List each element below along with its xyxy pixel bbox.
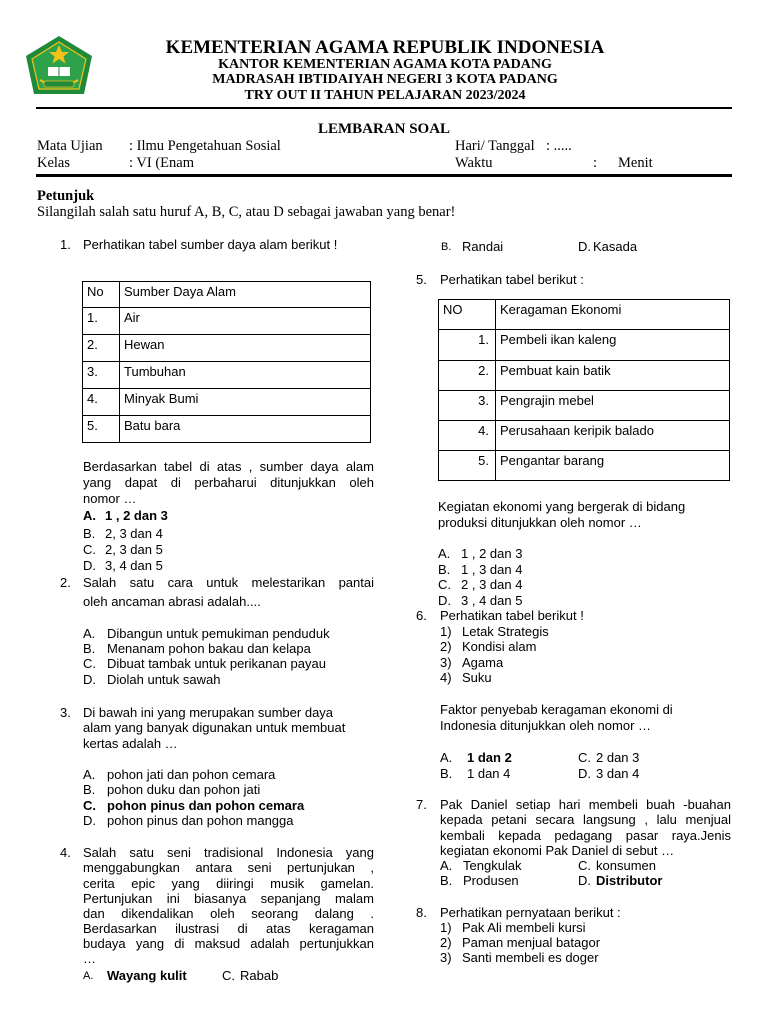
q1-table bbox=[82, 281, 371, 443]
header-tryout: TRY OUT II TAHUN PELAJARAN 2023/2024 bbox=[244, 88, 526, 103]
q4-option-letter: B. bbox=[441, 241, 452, 253]
q4-stem-line: cerita epic yang diiringi musik gamelan. bbox=[83, 876, 374, 891]
q2-option-letter: A. bbox=[83, 626, 96, 641]
q2-option-letter: B. bbox=[83, 641, 96, 656]
q4-option-letter: C. bbox=[222, 968, 235, 983]
q3-option-a: pohon jati dan pohon cemara bbox=[107, 767, 276, 782]
q4-option-d: Kasada bbox=[593, 239, 638, 254]
q3-option-c: pohon pinus dan pohon cemara bbox=[107, 798, 305, 813]
q5-text-line: Kegiatan ekonomi yang bergerak di bidang bbox=[438, 499, 686, 514]
q7-option-letter: D. bbox=[578, 873, 591, 888]
table-cell: Pembuat kain batik bbox=[496, 361, 730, 391]
q7-option-letter: B. bbox=[440, 873, 453, 888]
q2-stem-line: oleh ancaman abrasi adalah.... bbox=[83, 594, 261, 609]
table-cell: 2. bbox=[439, 361, 496, 391]
q6-list-num: 1) bbox=[440, 624, 452, 639]
q1-option-letter: A. bbox=[83, 508, 96, 523]
q2-number: 2. bbox=[60, 575, 71, 590]
hari-label: Hari/ Tanggal bbox=[455, 138, 535, 154]
q8-list-item: Pak Ali membeli kursi bbox=[462, 920, 586, 935]
info-divider bbox=[36, 174, 732, 177]
q1-th-name: Sumber Daya Alam bbox=[120, 282, 371, 308]
table-cell: Hewan bbox=[120, 335, 371, 362]
table-cell: Air bbox=[120, 308, 371, 335]
q4-stem-line: Berdasarkan ilustrasi di atas keragaman bbox=[83, 921, 374, 936]
q6-list-item: Kondisi alam bbox=[462, 639, 537, 654]
q5-option-letter: C. bbox=[438, 577, 451, 592]
q2-option-b: Menanam pohon bakau dan kelapa bbox=[107, 641, 311, 656]
table-cell: 4. bbox=[83, 389, 120, 416]
table-cell: 2. bbox=[83, 335, 120, 362]
q1-option-letter: C. bbox=[83, 542, 96, 557]
q3-stem-line: Di bawah ini yang merupakan sumber daya bbox=[83, 705, 334, 720]
table-cell: Perusahaan keripik balado bbox=[496, 421, 730, 451]
q8-list-num: 2) bbox=[440, 935, 452, 950]
q6-option-letter: C. bbox=[578, 750, 591, 765]
q7-option-c: konsumen bbox=[596, 858, 656, 873]
q1-text-line: yang dapat di perbaharui ditunjukkan oleh bbox=[83, 475, 374, 490]
q2-option-letter: C. bbox=[83, 656, 96, 671]
q3-option-letter: B. bbox=[83, 782, 96, 797]
table-cell: 5. bbox=[439, 451, 496, 481]
table-cell: Pengrajin mebel bbox=[496, 391, 730, 421]
q8-stem: Perhatikan pernyataan berikut : bbox=[440, 905, 621, 920]
mata-ujian-label: Mata Ujian bbox=[37, 138, 103, 154]
table-cell: Pengantar barang bbox=[496, 451, 730, 481]
table-cell: Tumbuhan bbox=[120, 362, 371, 389]
q1-th-no: No bbox=[83, 282, 120, 308]
petunjuk-title: Petunjuk bbox=[37, 188, 95, 204]
q4-stem-line: dan dikendalikan oleh seorang dalang . bbox=[83, 906, 374, 921]
q8-list-item: Santi membeli es doger bbox=[462, 950, 599, 965]
q7-number: 7. bbox=[416, 797, 427, 812]
q7-stem-line: kembali kepada pedagang pasar raya.Jenis bbox=[440, 828, 731, 843]
q7-stem-line: Pak Daniel setiap hari membeli buah -buahan bbox=[440, 797, 731, 812]
q6-text-line: Indonesia ditunjukkan oleh nomor … bbox=[440, 718, 652, 733]
q8-list-num: 1) bbox=[440, 920, 452, 935]
q7-option-b: Produsen bbox=[463, 873, 519, 888]
q5-option-c: 2 , 3 dan 4 bbox=[461, 577, 523, 592]
q2-option-c: Dibuat tambak untuk perikanan payau bbox=[107, 656, 326, 671]
q7-option-a: Tengkulak bbox=[463, 858, 522, 873]
q3-option-letter: A. bbox=[83, 767, 96, 782]
table-cell: 5. bbox=[83, 416, 120, 443]
q5-option-a: 1 , 2 dan 3 bbox=[461, 546, 523, 561]
q5-option-letter: D. bbox=[438, 593, 451, 608]
table-cell: Pembeli ikan kaleng bbox=[496, 330, 730, 361]
waktu-label: Waktu bbox=[455, 155, 493, 171]
q3-stem-line: kertas adalah … bbox=[83, 736, 178, 751]
petunjuk-text: Silangilah salah satu huruf A, B, C, atau D sebagai jawaban yang benar! bbox=[37, 204, 456, 220]
q5-text-line: produksi ditunjukkan oleh nomor … bbox=[438, 515, 642, 530]
q3-option-d: pohon pinus dan pohon mangga bbox=[107, 813, 294, 828]
q3-number: 3. bbox=[60, 705, 71, 720]
q1-option-letter: B. bbox=[83, 526, 96, 541]
q3-stem-line: alam yang banyak digunakan untuk membuat bbox=[83, 720, 346, 735]
q2-option-d: Diolah untuk sawah bbox=[107, 672, 221, 687]
q6-option-letter: D. bbox=[578, 766, 591, 781]
header-divider bbox=[36, 107, 732, 109]
q4-stem-line: Salah satu seni tradisional Indonesia yang bbox=[83, 845, 374, 860]
q1-option-a: 1 , 2 dan 3 bbox=[105, 508, 168, 523]
table-cell: 1. bbox=[83, 308, 120, 335]
q6-list-item: Agama bbox=[462, 655, 504, 670]
q6-list-item: Letak Strategis bbox=[462, 624, 549, 639]
q1-option-b: 2, 3 dan 4 bbox=[105, 526, 163, 541]
header-ministry: KEMENTERIAN AGAMA REPUBLIK INDONESIA bbox=[165, 37, 605, 58]
q6-list-num: 3) bbox=[440, 655, 452, 670]
q4-stem-line: Pertunjukan ini biasanya sepanjang malam bbox=[83, 891, 374, 906]
q7-option-letter: A. bbox=[440, 858, 453, 873]
q1-stem: Perhatikan tabel sumber daya alam berikut ! bbox=[83, 237, 338, 252]
q6-text-line: Faktor penyebab keragaman ekonomi di bbox=[440, 702, 673, 717]
q5-stem: Perhatikan tabel berikut : bbox=[440, 272, 584, 287]
q4-option-c: Rabab bbox=[240, 968, 279, 983]
q8-list-item: Paman menjual batagor bbox=[462, 935, 601, 950]
q4-option-letter: D. bbox=[578, 239, 591, 254]
q6-option-a: 1 dan 2 bbox=[467, 750, 512, 765]
q2-stem-line: Salah satu cara untuk melestarikan pantai bbox=[83, 575, 374, 590]
header-school: MADRASAH IBTIDAIYAH NEGERI 3 KOTA PADANG bbox=[212, 72, 558, 87]
table-cell: Minyak Bumi bbox=[120, 389, 371, 416]
q6-list-num: 2) bbox=[440, 639, 452, 654]
q2-option-letter: D. bbox=[83, 672, 96, 687]
q4-number: 4. bbox=[60, 845, 71, 860]
q6-list-num: 4) bbox=[440, 670, 452, 685]
mata-ujian-value: : Ilmu Pengetahuan Sosial bbox=[129, 138, 281, 154]
q7-option-letter: C. bbox=[578, 858, 591, 873]
q6-option-b: 1 dan 4 bbox=[467, 766, 511, 781]
q6-option-letter: B. bbox=[440, 766, 453, 781]
kelas-value: : VI (Enam bbox=[129, 155, 194, 171]
q6-list-item: Suku bbox=[462, 670, 492, 685]
q6-option-c: 2 dan 3 bbox=[596, 750, 640, 765]
q7-stem-line: kepada petani secara langsung , lalu menjual bbox=[440, 812, 731, 827]
q3-option-b: pohon duku dan pohon jati bbox=[107, 782, 261, 797]
q5-th-name: Keragaman Ekonomi bbox=[496, 300, 730, 330]
q7-stem-line: kegiatan ekonomi Pak Daniel di sebut … bbox=[440, 843, 675, 858]
q1-option-d: 3, 4 dan 5 bbox=[105, 558, 163, 573]
q6-option-d: 3 dan 4 bbox=[596, 766, 640, 781]
q5-th-no: NO bbox=[439, 300, 496, 330]
q1-text-line: Berdasarkan tabel di atas , sumber daya alam bbox=[83, 459, 374, 474]
table-cell: 3. bbox=[439, 391, 496, 421]
q4-stem-line: menggabungkan antara seni pertunjukan , bbox=[83, 860, 374, 875]
header-office: KANTOR KEMENTERIAN AGAMA KOTA PADANG bbox=[218, 57, 552, 72]
q5-option-d: 3 , 4 dan 5 bbox=[461, 593, 523, 608]
waktu-value: Menit bbox=[618, 155, 653, 171]
q3-option-letter: D. bbox=[83, 813, 96, 828]
q5-option-letter: A. bbox=[438, 546, 451, 561]
q5-number: 5. bbox=[416, 272, 427, 287]
q6-option-letter: A. bbox=[440, 750, 453, 765]
q4-option-a: Wayang kulit bbox=[107, 968, 187, 983]
kemenag-logo-icon bbox=[22, 34, 96, 98]
q2-option-a: Dibangun untuk pemukiman penduduk bbox=[107, 626, 330, 641]
table-cell: 3. bbox=[83, 362, 120, 389]
q7-option-d: Distributor bbox=[596, 873, 663, 888]
q4-option-letter: A. bbox=[83, 970, 94, 982]
q1-option-c: 2, 3 dan 5 bbox=[105, 542, 163, 557]
waktu-colon: : bbox=[593, 155, 598, 171]
q1-text-line: nomor … bbox=[83, 491, 137, 506]
q8-list-num: 3) bbox=[440, 950, 452, 965]
q6-number: 6. bbox=[416, 608, 427, 623]
table-cell: 4. bbox=[439, 421, 496, 451]
q5-option-b: 1 , 3 dan 4 bbox=[461, 562, 523, 577]
q3-option-letter: C. bbox=[83, 798, 96, 813]
q4-stem-line: … bbox=[83, 951, 96, 966]
q5-table bbox=[438, 299, 730, 481]
sheet-title: LEMBARAN SOAL bbox=[317, 121, 451, 137]
q5-option-letter: B. bbox=[438, 562, 451, 577]
kelas-label: Kelas bbox=[37, 155, 71, 171]
table-cell: Batu bara bbox=[120, 416, 371, 443]
q4-option-b: Randai bbox=[462, 239, 504, 254]
q1-option-letter: D. bbox=[83, 558, 96, 573]
q6-stem: Perhatikan tabel berikut ! bbox=[440, 608, 584, 623]
q8-number: 8. bbox=[416, 905, 427, 920]
table-cell: 1. bbox=[439, 330, 496, 361]
q4-stem-line: budaya yang di maksud adalah pertunjukkan bbox=[83, 936, 374, 951]
hari-value: : ..... bbox=[546, 138, 572, 154]
q1-number: 1. bbox=[60, 237, 71, 252]
